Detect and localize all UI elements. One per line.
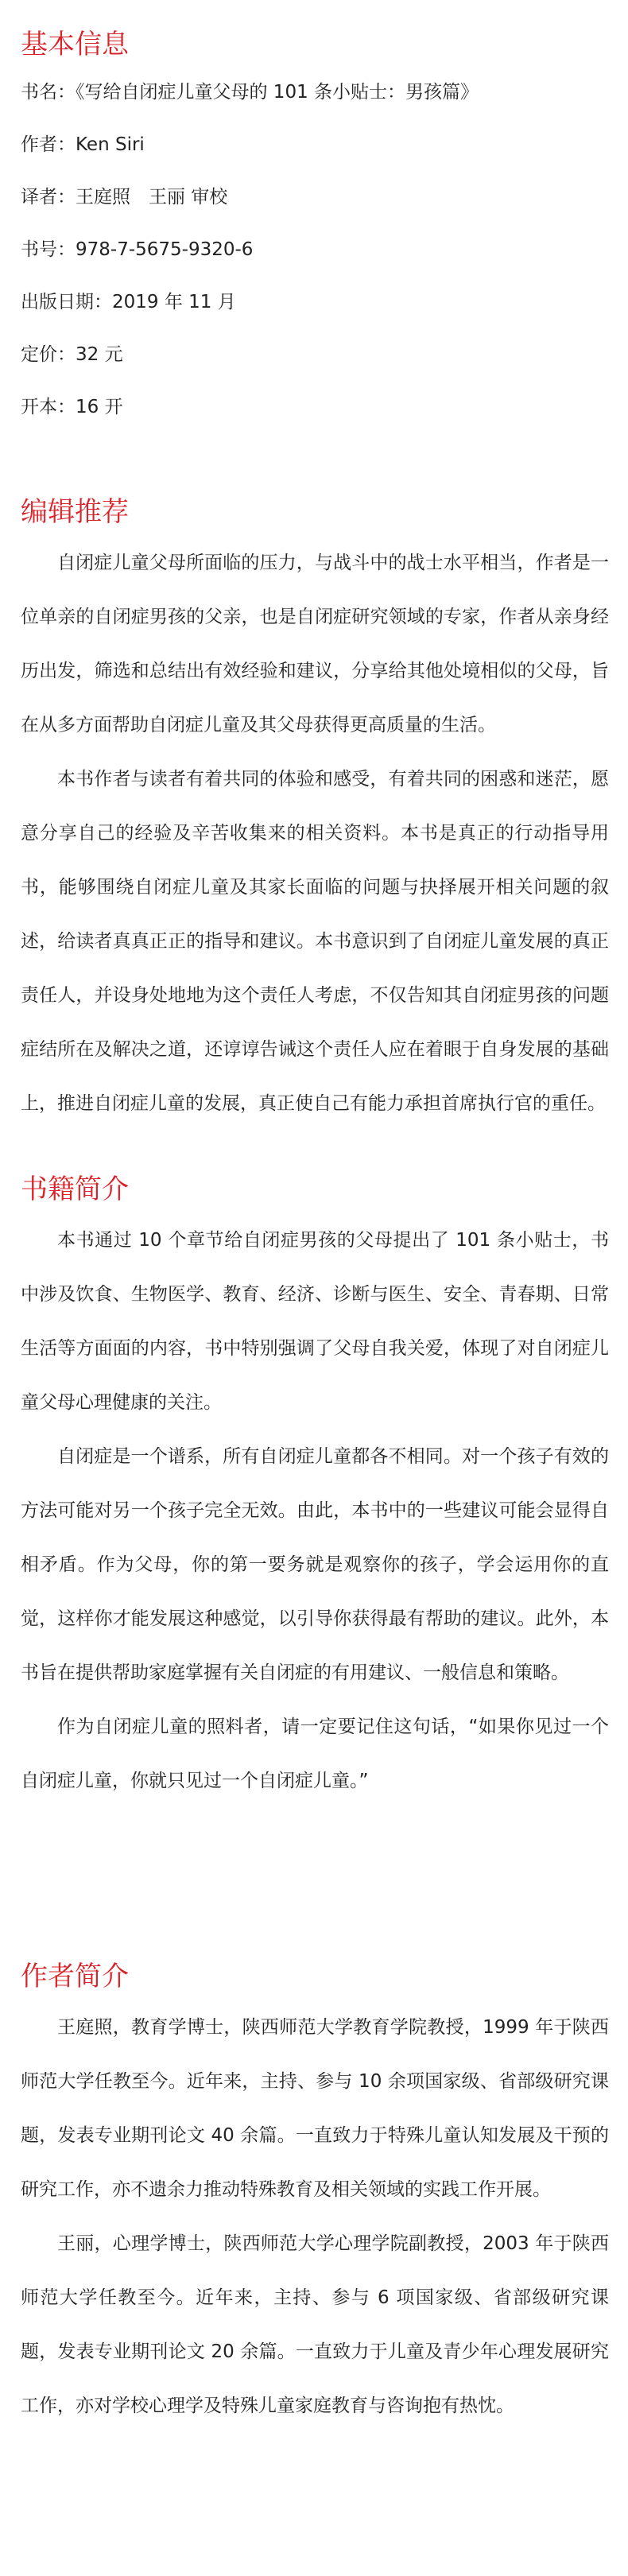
info-price: 定价：32 元 bbox=[21, 344, 123, 365]
info-isbn: 书号：978-7-5675-9320-6 bbox=[21, 239, 254, 260]
editor-recommendation-heading: 编辑推荐 bbox=[21, 496, 129, 528]
author-intro-paragraph-1: 王庭照，教育学博士，陕西师范大学教育学院教授，1999 年于陕西师范大学任教至今。近年来，主持、参与 10 余项国家级、省部级研究课题，发表专业期刊论文 40 余篇。一直致力于特殊儿童认知发展及干预的研究工作，亦不遗余力推动特殊教育及相关领域的实践工作开展。 bbox=[21, 2017, 609, 2200]
author-intro-paragraph-2: 王丽，心理学博士，陕西师范大学心理学院副教授，2003 年于陕西师范大学任教至今。近年来，主持、参与 6 项国家级、省部级研究课题，发表专业期刊论文 20 余篇。一直致力于儿童及青少年心理发展研究工作，亦对学校心理学及特殊儿童家庭教育与咨询抱有热忱。 bbox=[21, 2233, 609, 2416]
basic-info-section bbox=[21, 27, 609, 421]
info-book-title: 书名：《写给自闭症儿童父母的 101 条小贴士：男孩篇》 bbox=[21, 82, 479, 103]
editor-recommendation-paragraph-2: 本书作者与读者有着共同的体验和感受，有着共同的困惑和迷茫，愿意分享自己的经验及辛苦收集来的相关资料。本书是真正的行动指导用书，能够围绕自闭症儿童及其家长面临的问题与抉择展开相关问题的叙述，给读者真真正正的指导和建议。本书意识到了自闭症儿童发展的真正责任人，并设身处地地为这个责任人考虑，不仅告知其自闭症男孩的问题症结所在及解决之道，还谆谆告诫这个责任人应在着眼于自身发展的基础上，推进自闭症儿童的发展，真正使自己有能力承担首席执行官的重任。 bbox=[21, 769, 609, 1114]
author-intro-heading: 作者简介 bbox=[21, 1961, 129, 1992]
basic-info-heading: 基本信息 bbox=[21, 29, 129, 60]
author-intro-section bbox=[21, 1959, 609, 2433]
book-intro-paragraph-2: 自闭症是一个谱系，所有自闭症儿童都各不相同。对一个孩子有效的方法可能对另一个孩子完全无效。由此，本书中的一些建议可能会显得自相矛盾。作为父母，你的第一要务就是观察你的孩子，学会运用你的直觉，这样你才能发展这种感觉，以引导你获得最有帮助的建议。此外，本书旨在提供帮助家庭掌握有关自闭症的有用建议、一般信息和策略。 bbox=[21, 1446, 609, 1683]
info-publish-date: 出版日期：2019 年 11 月 bbox=[21, 292, 236, 312]
info-author: 作者：Ken Siri bbox=[21, 134, 145, 155]
book-intro-section bbox=[21, 1172, 609, 1808]
editor-recommendation-section bbox=[21, 495, 609, 1131]
book-intro-paragraph-1: 本书通过 10 个章节给自闭症男孩的父母提出了 101 条小贴士，书中涉及饮食、生物医学、教育、经济、诊断与医生、安全、青春期、日常生活等方面面的内容，书中特别强调了父母自我关爱，体现了对自闭症儿童父母心理健康的关注。 bbox=[21, 1230, 609, 1413]
book-intro-paragraph-3: 作为自闭症儿童的照料者，请一定要记住这句话，“如果你见过一个自闭症儿童，你就只见过一个自闭症儿童。” bbox=[21, 1717, 609, 1791]
info-format: 开本：16 开 bbox=[21, 397, 123, 417]
editor-recommendation-paragraph-1: 自闭症儿童父母所面临的压力，与战斗中的战士水平相当，作者是一位单亲的自闭症男孩的父亲，也是自闭症研究领域的专家，作者从亲身经历出发，筛选和总结出有效经验和建议，分享给其他处境相似的父母，旨在从多方面帮助自闭症儿童及其父母获得更高质量的生活。 bbox=[21, 553, 609, 735]
book-intro-heading: 书籍简介 bbox=[21, 1174, 129, 1205]
info-translator: 译者：王庭照 王丽 审校 bbox=[21, 187, 228, 208]
